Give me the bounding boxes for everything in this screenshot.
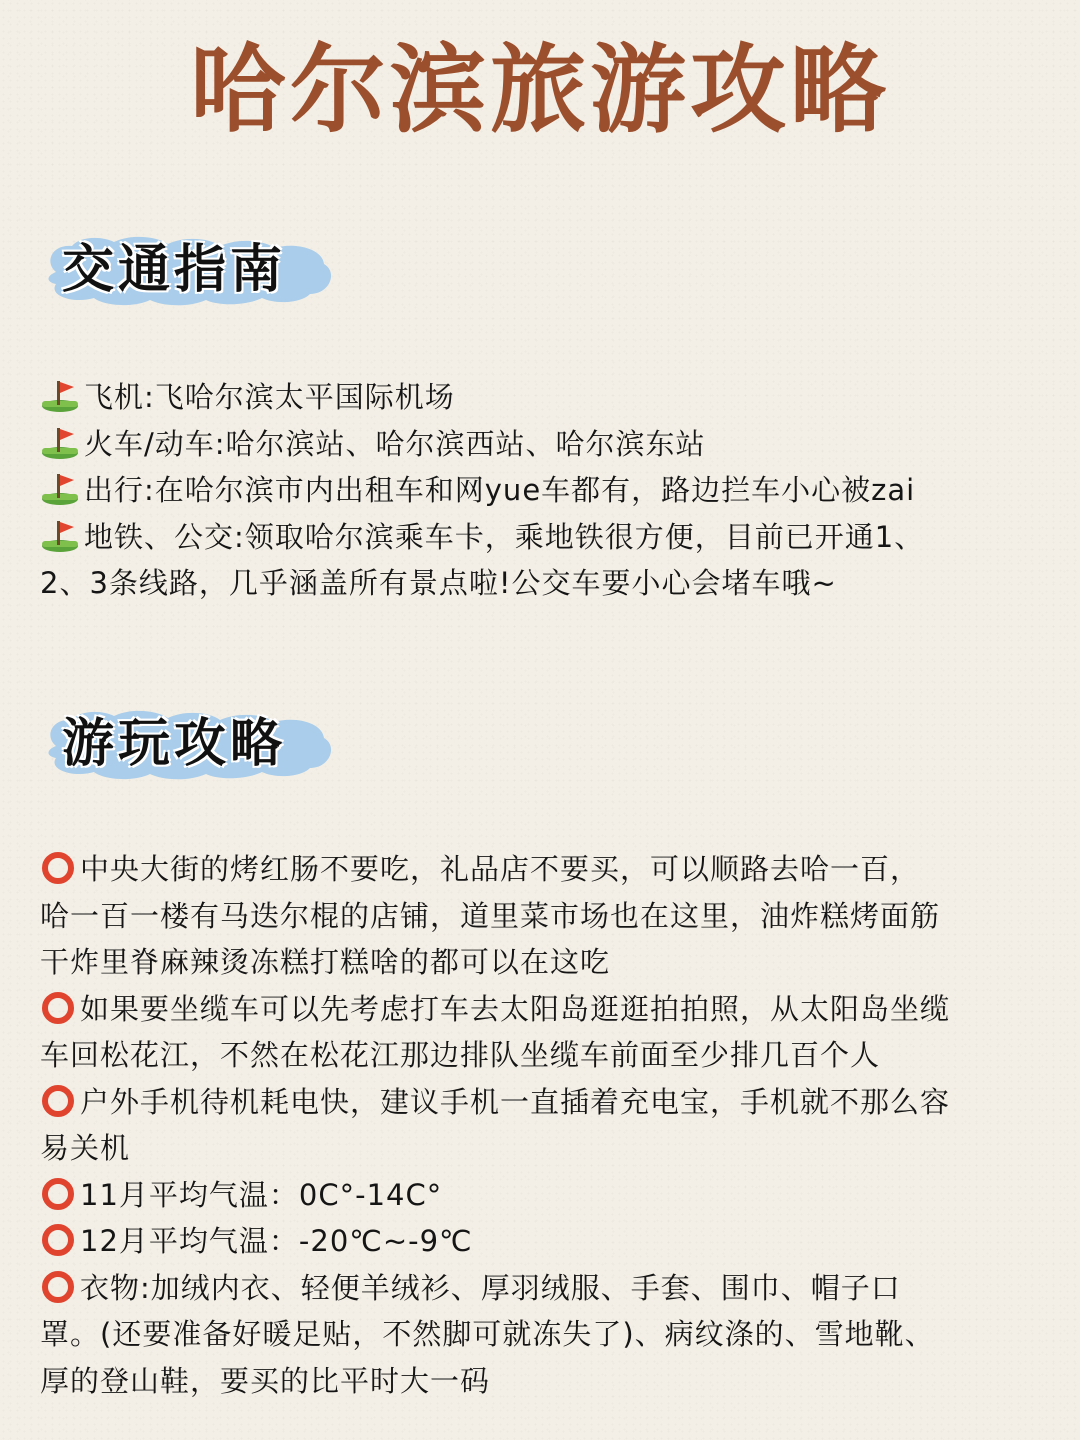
section-heading-transport	[38, 232, 338, 308]
text-line	[40, 939, 1050, 986]
text-line	[40, 421, 1050, 468]
line-text: 12月平均气温：-20℃~-9℃	[80, 1224, 473, 1258]
line-text: 飞机:飞哈尔滨太平国际机场	[84, 380, 455, 414]
circle-icon	[40, 1223, 76, 1257]
text-line	[40, 374, 1050, 421]
text-line	[40, 560, 1050, 607]
line-text: 衣物:加绒内衣、轻便羊绒衫、厚羽绒服、手套、围巾、帽子口	[80, 1270, 901, 1305]
circle-icon	[40, 851, 76, 885]
circle-icon	[40, 1270, 76, 1304]
line-text: 地铁、公交:领取哈尔滨乘车卡，乘地铁很方便，目前已开通1、	[84, 519, 925, 554]
text-line	[40, 1358, 1050, 1405]
text-line	[40, 1125, 1050, 1172]
line-text: 哈一百一楼有马迭尔棍的店铺，道里菜市场也在这里，油炸糕烤面筋	[40, 898, 941, 933]
flag-icon	[40, 519, 80, 553]
page-title: 哈尔滨旅游攻略	[190, 34, 890, 146]
text-line	[40, 514, 1050, 561]
section-heading-sightseeing	[38, 706, 338, 782]
flag-icon	[40, 472, 80, 506]
sightseeing-lines	[40, 846, 1050, 1404]
line-text: 火车/动车:哈尔滨站、哈尔滨西站、哈尔滨东站	[84, 426, 706, 461]
transport-lines	[40, 374, 1050, 607]
line-text: 户外手机待机耗电快，建议手机一直插着充电宝，手机就不那么容	[80, 1084, 951, 1119]
line-text: 如果要坐缆车可以先考虑打车去太阳岛逛逛拍拍照，从太阳岛坐缆	[80, 991, 951, 1026]
flag-icon	[40, 426, 80, 460]
line-text: 2、3条线路，几乎涵盖所有景点啦!公交车要小心会堵车哦~	[40, 566, 837, 600]
circle-icon	[40, 1084, 76, 1118]
text-line	[40, 467, 1050, 514]
text-line	[40, 1079, 1050, 1126]
text-line	[40, 1172, 1050, 1219]
circle-icon	[40, 1177, 76, 1211]
text-line	[40, 893, 1050, 940]
section-heading-label: 交通指南	[62, 240, 287, 300]
text-line	[40, 986, 1050, 1033]
line-text: 厚的登山鞋，要买的比平时大一码	[40, 1363, 491, 1398]
line-text: 易关机	[40, 1131, 131, 1165]
line-text: 11月平均气温：0C°-14C°	[80, 1177, 443, 1212]
line-text: 出行:在哈尔滨市内出租车和网yue车都有，路边拦车小心被zai	[84, 473, 916, 507]
section-heading-label: 游玩攻略	[62, 714, 287, 774]
line-text: 罩。(还要准备好暖足贴，不然脚可就冻失了)、病纹涤的、雪地靴、	[40, 1317, 935, 1351]
text-line	[40, 1265, 1050, 1312]
text-line	[40, 846, 1050, 893]
line-text: 干炸里脊麻辣烫冻糕打糕啥的都可以在这吃	[40, 945, 611, 979]
text-line	[40, 1311, 1050, 1358]
circle-icon	[40, 991, 76, 1025]
line-text: 车回松花江，不然在松花江那边排队坐缆车前面至少排几百个人	[40, 1038, 881, 1072]
flag-icon	[40, 379, 80, 413]
line-text: 中央大街的烤红肠不要吃，礼品店不要买，可以顺路去哈一百，	[80, 852, 921, 886]
text-line	[40, 1032, 1050, 1079]
text-line	[40, 1218, 1050, 1265]
